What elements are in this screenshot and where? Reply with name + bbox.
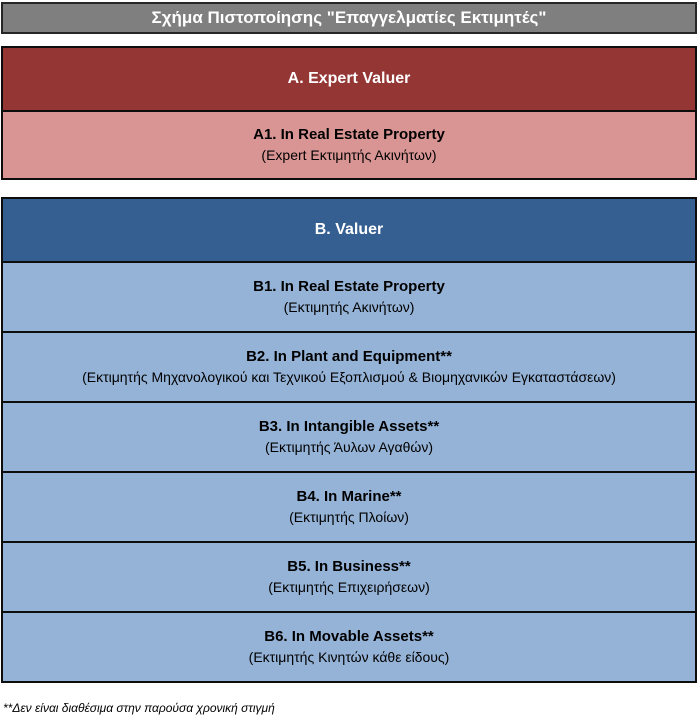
item-title: B6. In Movable Assets**	[264, 628, 434, 645]
item-b4-marine	[3, 471, 695, 541]
item-title: B1. In Real Estate Property	[253, 278, 445, 295]
section-b-heading: B. Valuer	[3, 199, 695, 261]
item-b5-business	[3, 541, 695, 611]
item-subtitle: (Εκτιμητής Μηχανολογικού και Τεχνικού Εξοπλισμού & Βιομηχανικών Εγκαταστάσεων)	[82, 369, 616, 385]
section-a-expert-valuer	[1, 46, 697, 180]
item-subtitle: (Εκτιμητής Ακινήτων)	[283, 299, 415, 315]
item-title: B4. In Marine**	[296, 488, 402, 505]
item-subtitle: (Εκτιμητής Επιχειρήσεων)	[268, 579, 430, 595]
footnote: **Δεν είναι διαθέσιμα στην παρούσα χρονική στιγμή	[3, 701, 275, 715]
item-title: B3. In Intangible Assets**	[258, 418, 440, 435]
item-b6-movable-assets	[3, 611, 695, 681]
item-title: B5. In Business**	[287, 558, 411, 575]
item-title: B2. In Plant and Equipment**	[246, 348, 452, 365]
item-subtitle: (Expert Εκτιμητής Ακινήτων)	[261, 147, 437, 163]
section-a-heading: A. Expert Valuer	[3, 48, 695, 110]
item-subtitle: (Εκτιμητής Πλοίων)	[289, 509, 409, 525]
item-b1-real-estate	[3, 261, 695, 331]
item-title: A1. In Real Estate Property	[253, 126, 445, 143]
item-subtitle: (Εκτιμητής Κινητών κάθε είδους)	[248, 649, 450, 665]
item-a1-real-estate	[3, 110, 695, 178]
scheme-title: Σχήμα Πιστοποίησης "Επαγγελματίες Εκτιμητές"	[1, 2, 697, 34]
section-b-valuer	[1, 197, 697, 683]
item-b2-plant-equipment	[3, 331, 695, 401]
item-subtitle: (Εκτιμητής Άυλων Αγαθών)	[264, 439, 434, 455]
item-b3-intangible-assets	[3, 401, 695, 471]
